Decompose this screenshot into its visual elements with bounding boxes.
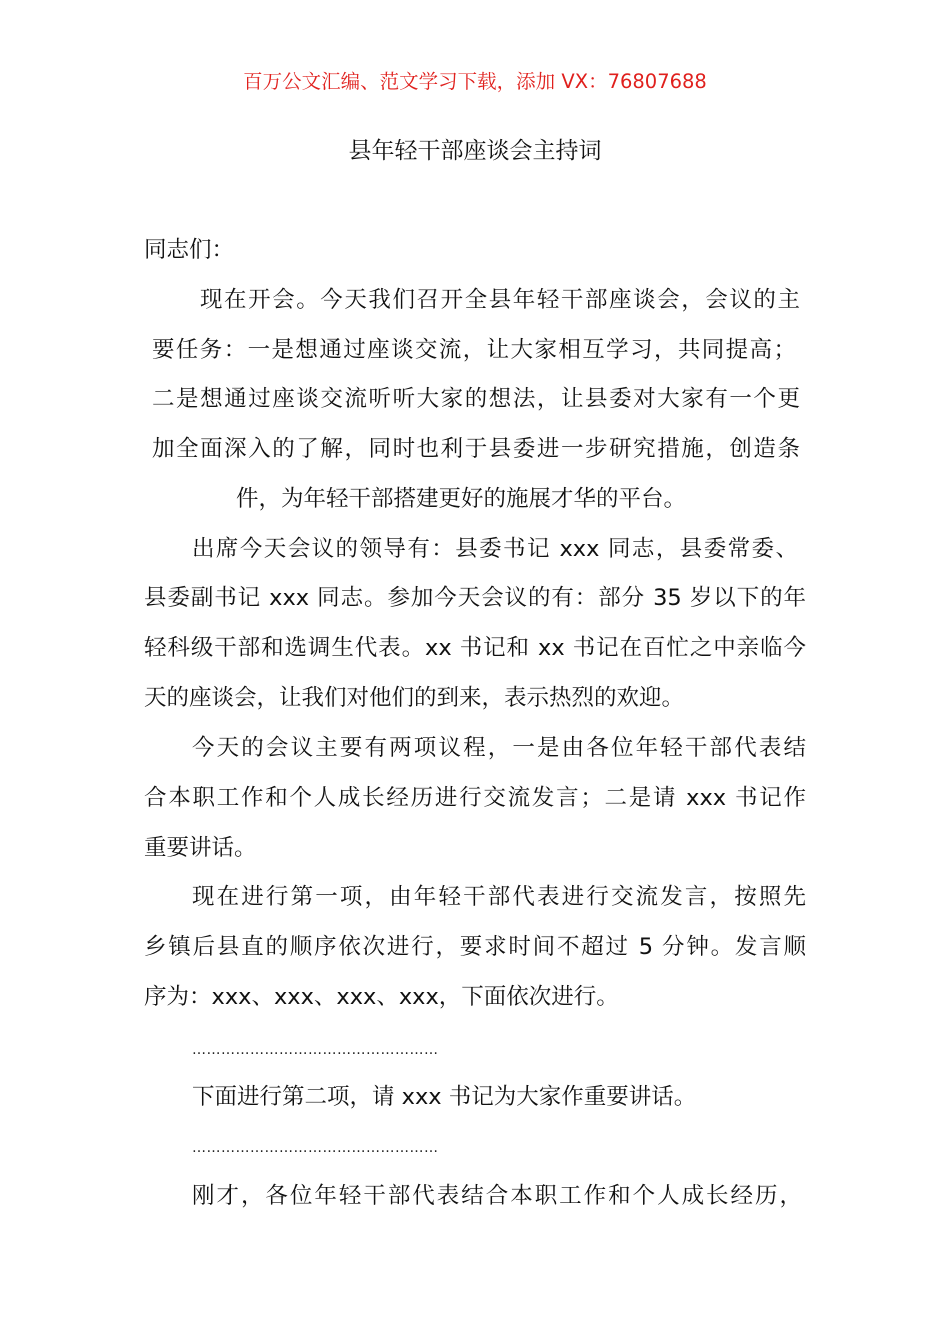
ellipsis-separator: …………………………………………… <box>192 1140 439 1156</box>
text-line: 加全面深入的了解，同时也利于县委进一步研究措施，创造条 <box>152 436 800 462</box>
text-line: 二是想通过座谈交流听听大家的想法，让县委对大家有一个更 <box>152 386 800 412</box>
text-line: 要任务：一是想通过座谈交流，让大家相互学习，共同提高； <box>152 337 796 363</box>
text-line: 重要讲话。 <box>144 835 257 861</box>
text-line: 出席今天会议的领导有：县委书记 xxx 同志，县委常委、 <box>192 536 798 562</box>
text-line: 刚才，各位年轻干部代表结合本职工作和个人成长经历， <box>192 1183 802 1209</box>
ellipsis-separator: …………………………………………… <box>192 1042 439 1058</box>
header-notice: 百万公文汇编、范文学习下载，添加 VX：76807688 <box>243 70 707 93</box>
salutation: 同志们： <box>144 237 235 263</box>
text-line: 下面进行第二项，请 xxx 书记为大家作重要讲话。 <box>192 1084 697 1110</box>
text-line: 县委副书记 xxx 同志。参加今天会议的有：部分 35 岁以下的年 <box>144 585 806 611</box>
text-line: 现在开会。今天我们召开全县年轻干部座谈会，会议的主 <box>200 287 800 313</box>
text-line: 天的座谈会，让我们对他们的到来，表示热烈的欢迎。 <box>144 685 685 711</box>
text-line: 乡镇后县直的顺序依次进行，要求时间不超过 5 分钟。发言顺 <box>144 934 806 960</box>
text-line: 合本职工作和个人成长经历进行交流发言；二是请 xxx 书记作 <box>144 785 806 811</box>
text-line: 今天的会议主要有两项议程，一是由各位年轻干部代表结 <box>192 735 806 761</box>
document-title: 县年轻干部座谈会主持词 <box>348 138 602 164</box>
text-line: 件，为年轻干部搭建更好的施展才华的平台。 <box>236 486 687 512</box>
text-line: 轻科级干部和选调生代表。xx 书记和 xx 书记在百忙之中亲临今 <box>144 635 806 661</box>
text-line: 序为：xxx、xxx、xxx、xxx，下面依次进行。 <box>144 984 619 1010</box>
text-line: 现在进行第一项，由年轻干部代表进行交流发言，按照先 <box>192 884 806 910</box>
